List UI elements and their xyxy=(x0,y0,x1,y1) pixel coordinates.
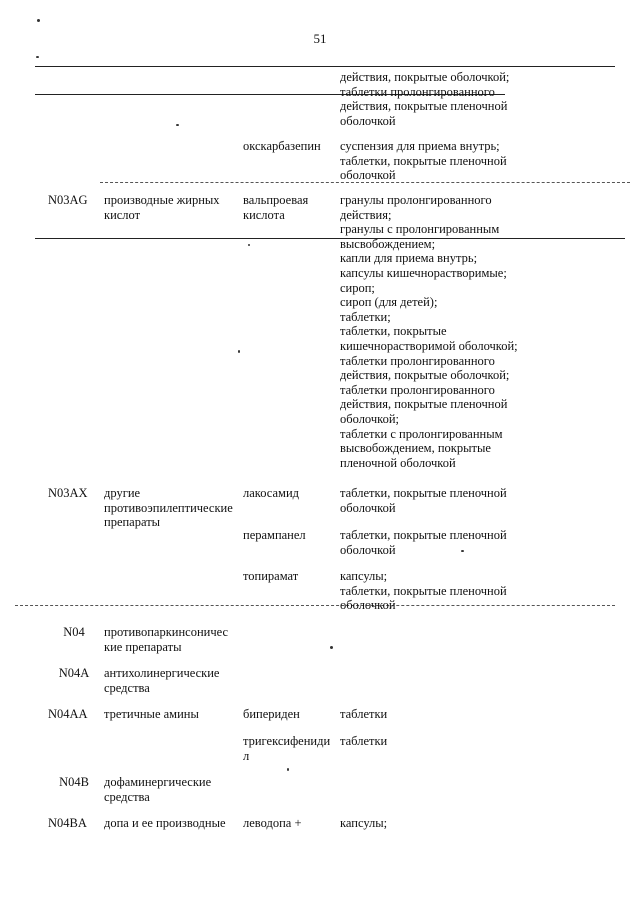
dosage-forms: действия, покрытые оболочкой; таблетки пролонгированного действия, покрытые пленочной оболочкой xyxy=(340,70,510,128)
group-name: антихолинергические средства xyxy=(104,666,220,695)
inn-name: тригексифениди л xyxy=(243,734,331,763)
table-rule-top xyxy=(35,66,615,67)
atc-code: N04A xyxy=(58,666,90,680)
scan-speck xyxy=(330,646,333,649)
scan-speck xyxy=(287,768,289,771)
inn-name: лакосамид xyxy=(243,486,299,500)
dosage-forms: таблетки, покрытые пленочной оболочкой xyxy=(340,528,507,557)
page-number: 51 xyxy=(313,31,327,46)
group-name: дофаминергические средства xyxy=(104,775,212,804)
group-name: противопаркинсоничес кие препараты xyxy=(104,625,229,654)
atc-code: N04B xyxy=(59,775,89,789)
inn-name: леводопа + xyxy=(243,816,302,830)
dosage-forms: таблетки xyxy=(340,734,388,748)
atc-code: N04BA xyxy=(48,816,87,830)
inn-name: бипериден xyxy=(243,707,300,721)
inn-name: окскарбазепин xyxy=(243,139,321,153)
group-name: другие противоэпилептические препараты xyxy=(104,486,233,530)
scan-speck xyxy=(248,244,250,246)
group-name: производные жирных кислот xyxy=(104,193,220,222)
dosage-forms: таблетки, покрытые пленочной оболочкой xyxy=(340,486,507,515)
scan-speck xyxy=(176,124,179,126)
inn-name: топирамат xyxy=(243,569,299,583)
atc-code: N03AG xyxy=(48,193,88,207)
group-name: допа и ее производные xyxy=(104,816,226,830)
dosage-forms: таблетки xyxy=(340,707,388,721)
atc-code: N04AA xyxy=(48,707,88,721)
scan-speck xyxy=(37,19,40,22)
dosage-forms: суспензия для приема внутрь; таблетки, покрытые пленочной оболочкой xyxy=(340,139,507,183)
scan-speck xyxy=(238,350,240,353)
dosage-forms: капсулы; xyxy=(340,816,388,830)
dosage-forms: капсулы; таблетки, покрытые пленочной оболочкой xyxy=(340,569,507,613)
inn-name: перампанел xyxy=(243,528,306,542)
group-name: третичные амины xyxy=(104,707,199,721)
dosage-forms: гранулы пролонгированного действия; гранулы с пролонгированным высвобождением; капли для приема внутрь; капсулы кишечнорастворимые; сироп; сироп (для детей); таблетки; таблетки, покрытые кишечнорастворимой оболочкой; таблетки пролонгированного действия, покрытые оболочкой; таблетки пролонгированного действия, покрытые пленочной оболочкой; таблетки с пролонгированным высвобождением, покрытые пленочной оболочкой xyxy=(340,193,518,470)
atc-code: N03AX xyxy=(48,486,88,500)
atc-code: N04 xyxy=(63,625,85,639)
inn-name: вальпроевая кислота xyxy=(243,193,309,222)
table-rule xyxy=(35,238,625,239)
scan-speck xyxy=(36,56,39,58)
